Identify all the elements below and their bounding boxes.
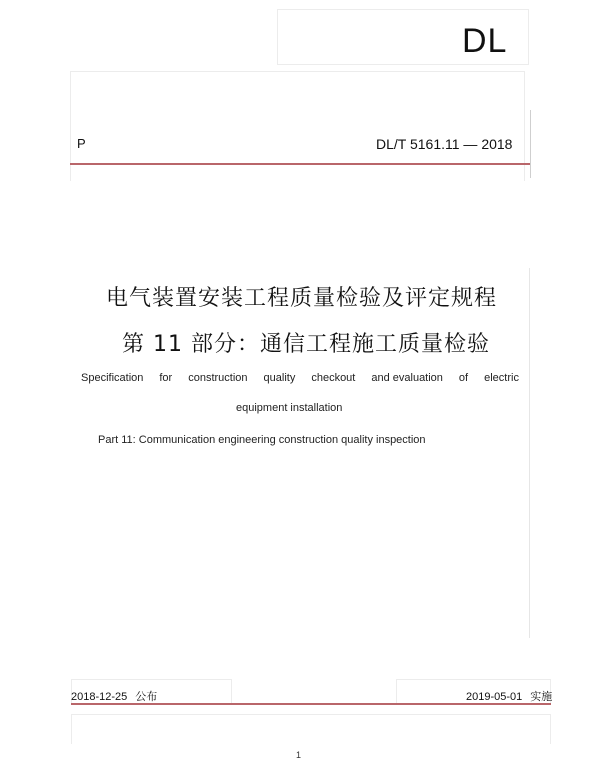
title-en-word: construction bbox=[188, 372, 248, 384]
title-chinese-part: 第 11 部分：通信工程施工质量检验 bbox=[122, 332, 490, 357]
body-right-rule bbox=[529, 268, 530, 638]
title-en-word: Specification bbox=[81, 372, 144, 384]
publish-label: 公布 bbox=[135, 691, 158, 703]
title-en-word: checkout bbox=[311, 372, 356, 384]
title-en-word: of bbox=[458, 372, 469, 384]
title-en-word: for bbox=[159, 372, 173, 384]
title-chinese-main: 电气装置安装工程质量检验及评定规程 bbox=[106, 286, 498, 311]
category-code: P bbox=[77, 136, 86, 151]
implement-date bbox=[466, 688, 552, 704]
publish-date-value: 2018-12-25 bbox=[71, 691, 128, 703]
implement-date-value: 2019-05-01 bbox=[466, 691, 523, 703]
header-right-rule bbox=[530, 110, 531, 178]
implement-label: 实施 bbox=[530, 691, 553, 703]
dl-mark: DL bbox=[462, 22, 508, 60]
title-en-word: electric bbox=[484, 372, 519, 384]
title-en-word: quality bbox=[263, 372, 296, 384]
title-english-line-1 bbox=[81, 372, 519, 384]
footer-lower-frame bbox=[71, 714, 551, 744]
page-number: 1 bbox=[296, 750, 302, 760]
title-english-part: Part 11: Communication engineering construction quality inspection bbox=[98, 434, 426, 446]
header-rule-line bbox=[70, 163, 530, 165]
publish-date bbox=[71, 688, 157, 704]
title-english-line-2: equipment installation bbox=[236, 402, 343, 414]
title-en-word: and evaluation bbox=[371, 372, 443, 384]
standard-number: DL/T 5161.11 — 2018 bbox=[376, 136, 513, 152]
